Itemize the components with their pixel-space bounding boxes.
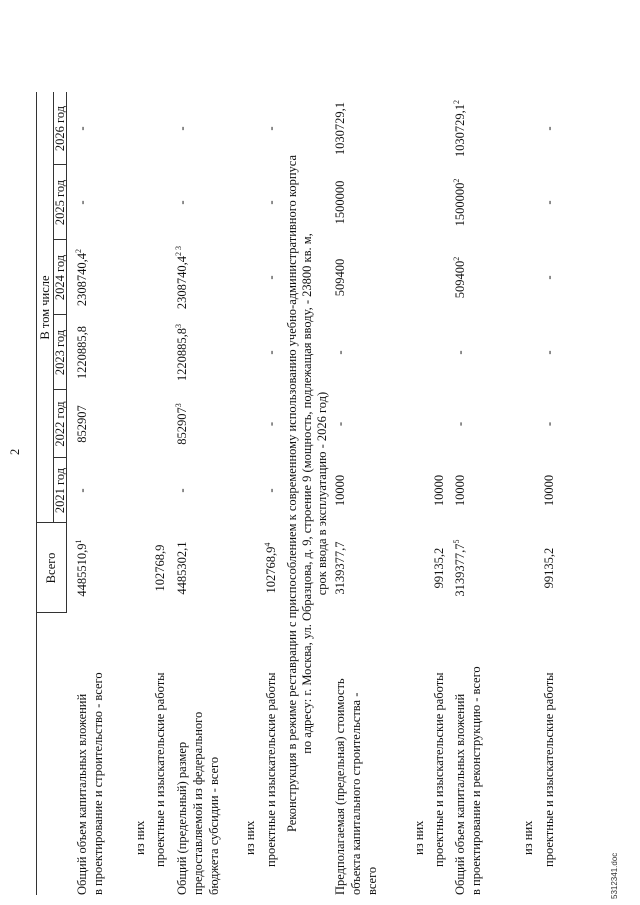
row-label-line: в проектирование и строительство - всего [91,672,105,895]
row-label-line: проектные и изыскательские работы [432,672,446,867]
year-value: - [264,275,278,280]
row-label-line: Общий (предельный) размер [175,741,189,895]
year-value: - [264,350,278,355]
year-value: $2308740,4^{2 3}$ [173,245,189,310]
row-label-line: Предполагаемая (предельная) стоимость [333,678,347,895]
year-value: - [542,126,556,131]
year-value: - [264,126,278,131]
year-header: 2023 год [53,329,67,376]
total-value: 4485302,1 [175,541,189,595]
row-label-line: проектные и изыскательские работы [153,672,167,867]
year-value: - [542,200,556,205]
year-value: - [75,200,89,205]
year-value: - [542,275,556,280]
year-header: 2026 год [53,105,67,152]
total-header: Всего [44,552,58,584]
year-value: 1220885,8$^3$ [173,323,189,382]
total-value: 102768,9 [153,544,167,592]
total-value: 3139377,7 [333,541,347,595]
total-value: 4485510,9$^1$ [73,539,89,597]
total-value: 99135,2 [432,547,446,589]
row-label-line: из них [243,820,257,855]
year-header: 2025 год [53,179,67,226]
row-label-line: в проектирование и реконструкцию - всего [469,666,483,895]
total-value: 99135,2 [542,547,556,589]
section-title-line: по адресу: г. Москва, ул. Образцова, д. 9, строение 9 (мощность, подлежащая вводу, - 23800 кв. м, [300,233,314,754]
header-top-rule [36,92,37,895]
row-label-line: из них [412,820,426,855]
year-value: 10000 [333,474,347,507]
year-value: 2308740,4$^2$ [73,248,89,307]
year-value: 509400$^2$ [451,256,467,299]
year-value: 10000 [453,474,467,507]
year-header: 2022 год [53,401,67,447]
total-value: 102768,9$^4$ [262,542,278,594]
year-value: - [542,421,556,427]
year-value: 1500000 [333,180,347,225]
year-value: 10000 [542,474,556,507]
year-value: - [264,488,278,493]
row-label-line: Общий объем капитальных вложений [453,693,467,895]
row-label-line: бюджета субсидии - всего [207,756,221,895]
year-header: 2021 год [53,467,67,514]
row-label-line: объекта капитального строительства - [349,692,363,895]
year-value: - [175,200,189,205]
year-value: - [175,126,189,131]
row-label-line: Общий объем капитальных вложений [75,693,89,895]
year-value: - [175,488,189,493]
year-value: - [333,421,347,427]
year-value: 509400 [333,258,347,297]
year-value: 852907$^3$ [173,403,189,445]
year-value: - [264,421,278,427]
section-title-line: срок ввода в эксплуатацию - 2026 год) [315,391,329,596]
year-value: - [542,350,556,355]
year-value: - [453,350,467,355]
section-title-line: Реконструкция в режиме реставрации с приспособлением к современному использованию учебно-административного корпуса [285,154,299,833]
row-label-line: проектные и изыскательские работы [264,672,278,867]
row-label-line: проектные и изыскательские работы [542,672,556,867]
year-value: 1500000$^2$ [451,178,467,227]
year-value: 1030729,1 [333,101,347,156]
year-value: - [453,421,467,427]
year-value: - [75,488,89,493]
year-value: - [264,200,278,205]
footer-code: 5312341.doc [610,852,619,899]
row-label-line: предоставляемой из федерального [191,711,205,895]
year-value: 852907 [75,405,89,443]
year-value: - [75,126,89,131]
year-header: 2024 год [53,254,67,301]
row-label-line: всего [365,866,379,895]
year-value: - [333,350,347,355]
total-value: 3139377,7$^5$ [451,539,467,597]
year-value: 1220885,8 [75,325,89,380]
row-label-line: из них [133,820,147,855]
group-header: В том числе [38,275,52,340]
page-number: 2 [8,448,22,455]
year-value: 10000 [432,474,446,507]
year-value: 1030729,1$^2$ [451,99,467,158]
row-label-line: из них [521,820,535,855]
